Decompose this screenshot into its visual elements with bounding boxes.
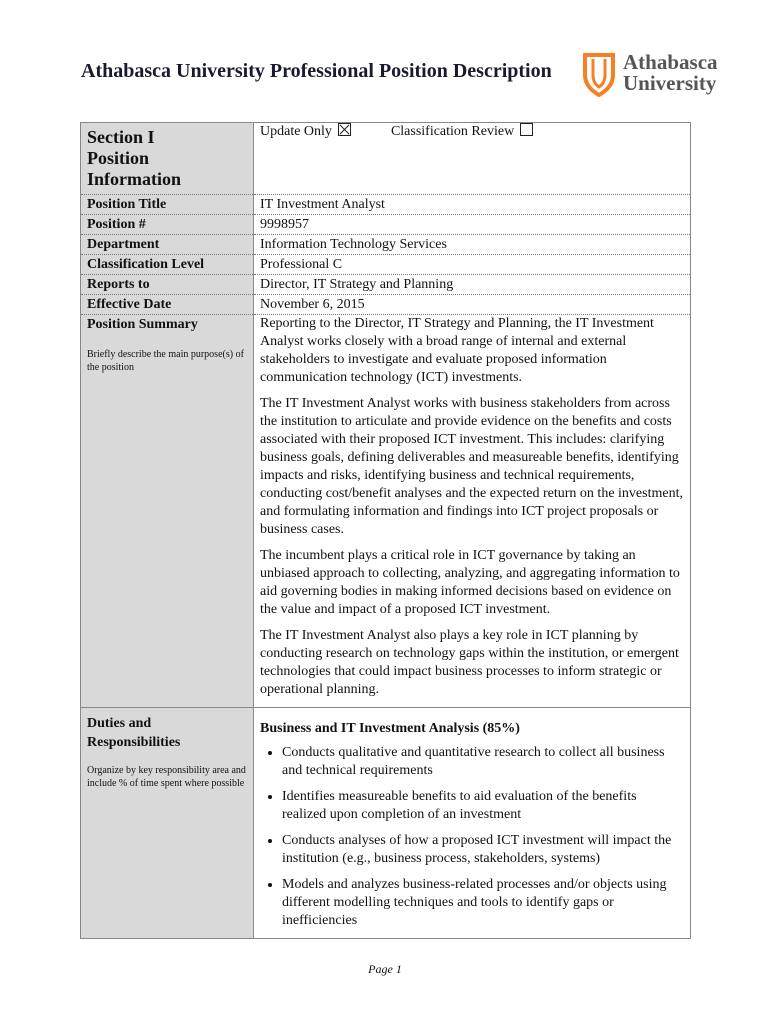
list-item: • Conducts analyses of how a proposed ICT investment will impact the institution (e.g., business process, stakeholders, systems) bbox=[282, 832, 684, 868]
summary-paragraph: The IT Investment Analyst also plays a key role in ICT planning by conducting research on technology gaps within the institution, or emergent technologies that could impact business processes to inform strategic or operational planning. bbox=[260, 628, 679, 697]
update-only-checkbox[interactable] bbox=[338, 123, 351, 136]
reports-to-label: Reports to bbox=[87, 277, 150, 292]
duties-hint: Organize by key responsibility area and include % of time spent where possible bbox=[87, 765, 246, 789]
department-value: Information Technology Services bbox=[260, 237, 447, 252]
position-title-value: IT Investment Analyst bbox=[260, 197, 385, 212]
reports-to-value: Director, IT Strategy and Planning bbox=[260, 277, 454, 292]
position-title-label: Position Title bbox=[87, 197, 167, 212]
list-item: • Identifies measureable benefits to aid evaluation of the benefits realized upon completion of an investment bbox=[282, 788, 684, 824]
shield-logo-icon bbox=[583, 53, 615, 97]
section-heading: Section I Position Information bbox=[87, 127, 181, 189]
logo-wordmark: Athabasca University bbox=[623, 50, 718, 95]
position-number-label: Position # bbox=[87, 217, 146, 232]
list-item: • Models and analyzes business-related processes and/or objects using different modelling techniques and tools to identify gaps or inefficiencies bbox=[282, 876, 684, 930]
update-only-label: Update Only bbox=[260, 124, 332, 139]
department-label: Department bbox=[87, 237, 160, 252]
duties-label: Duties and Responsibilities bbox=[87, 716, 181, 750]
position-summary-hint: Briefly describe the main purpose(s) of the position bbox=[87, 349, 244, 373]
summary-paragraph: The IT Investment Analyst works with business stakeholders from across the institution to articulate and provide evidence on the benefits and costs associated with their proposed ICT investment. This includes: clarifying business goals, defining deliverables and measureable benefits, identifying impacts and risks, identifying business and technical requirements, conducting cost/benefit analyses and the expected return on the investment, and formulating information and findings into ICT project proposals or business cases. bbox=[260, 396, 683, 537]
review-type-cell bbox=[254, 123, 691, 195]
duties-body bbox=[254, 708, 691, 939]
effective-date-value: November 6, 2015 bbox=[260, 297, 365, 312]
document-title: Athabasca University Professional Position Description bbox=[81, 60, 552, 82]
list-item: • Conducts qualitative and quantitative research to collect all business and technical requirements bbox=[282, 744, 684, 780]
summary-paragraph: Reporting to the Director, IT Strategy and Planning, the IT Investment Analyst works closely with a broad range of internal and external stakeholders to investigate and evaluate proposed information communication technology (ICT) investments. bbox=[260, 316, 654, 385]
classification-review-checkbox[interactable] bbox=[520, 123, 533, 136]
position-summary-label: Position Summary bbox=[87, 317, 198, 332]
classification-level-value: Professional C bbox=[260, 257, 343, 272]
classification-level-label: Classification Level bbox=[87, 257, 205, 272]
summary-paragraph: The incumbent plays a critical role in ICT governance by taking an unbiased approach to collecting, analyzing, and aggregating information to aid governing bodies in making informed decisions based on evidence on the value and impact of a proposed ICT investment. bbox=[260, 548, 680, 617]
effective-date-label: Effective Date bbox=[87, 297, 172, 312]
classification-review-label: Classification Review bbox=[390, 124, 515, 139]
position-number-value: 9998957 bbox=[260, 217, 309, 232]
page-number: Page 1 bbox=[368, 962, 402, 976]
duties-heading: Business and IT Investment Analysis (85%) bbox=[260, 721, 520, 736]
section-heading-cell bbox=[81, 123, 254, 195]
position-info-table bbox=[80, 122, 691, 939]
duties-list bbox=[260, 744, 684, 930]
position-summary-body bbox=[254, 315, 691, 708]
